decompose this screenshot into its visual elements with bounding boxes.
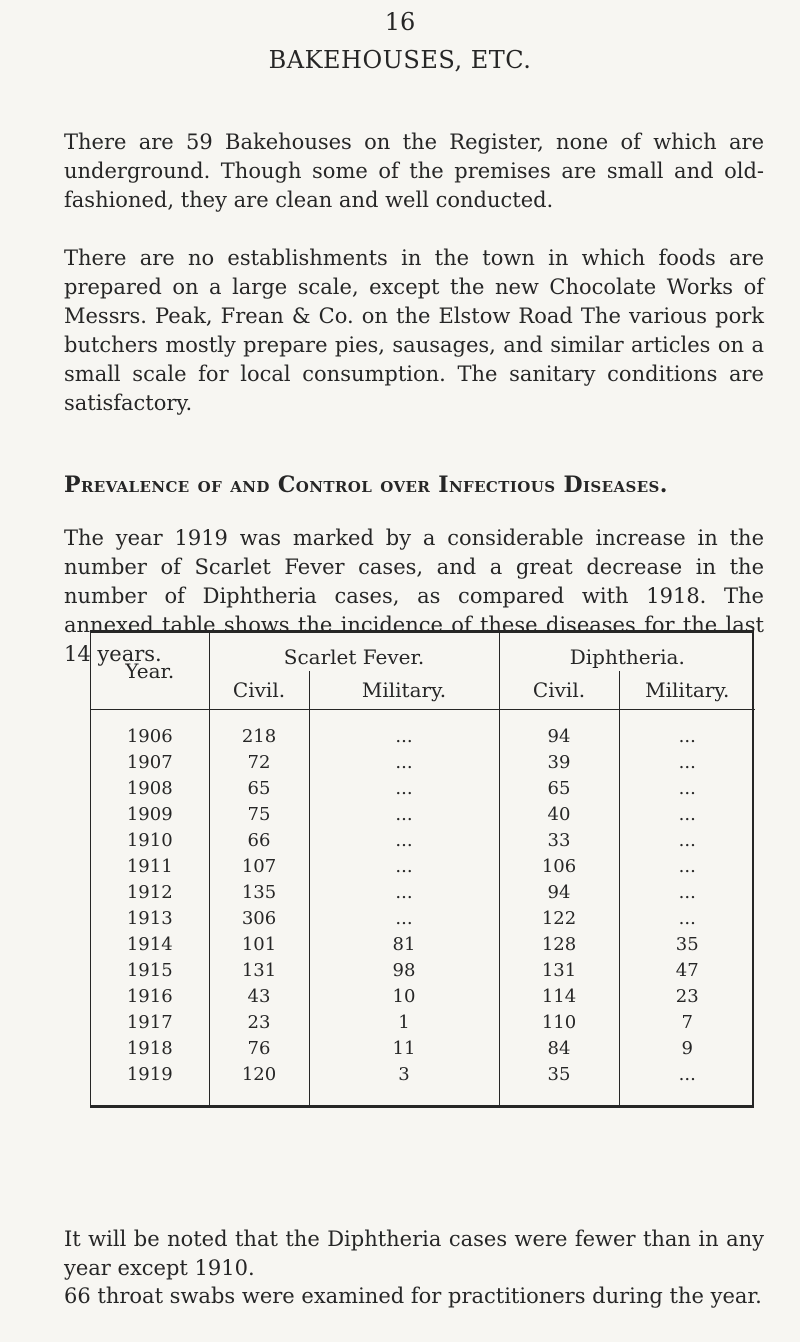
diphtheria-civil-cell: 39 bbox=[499, 750, 619, 776]
diphtheria-civil-cell: 33 bbox=[499, 828, 619, 854]
table-row bbox=[91, 776, 755, 802]
scarlet-military-cell: 1 bbox=[309, 1010, 499, 1036]
diphtheria-civil-cell: 84 bbox=[499, 1036, 619, 1062]
scarlet-civil-cell: 135 bbox=[241, 882, 277, 903]
page-number: 16 bbox=[384, 8, 416, 36]
year-header: Year. bbox=[91, 633, 209, 709]
scarlet-military-header: Military. bbox=[309, 671, 499, 709]
diphtheria-header: Diphtheria. bbox=[569, 645, 685, 669]
year-cell: 1911 bbox=[91, 854, 209, 880]
scarlet-military-cell: ... bbox=[309, 906, 499, 932]
scarlet-military-cell: ... bbox=[309, 802, 499, 828]
table-row bbox=[91, 1010, 755, 1036]
scarlet-military-cell: 3 bbox=[309, 1062, 499, 1088]
filler-cell bbox=[499, 1088, 619, 1106]
year-cell: 1917 bbox=[91, 1010, 209, 1036]
diphtheria-military-header: Military. bbox=[619, 671, 755, 709]
year-cell: 1908 bbox=[91, 776, 209, 802]
filler-cell bbox=[619, 1088, 755, 1106]
year-cell: 1906 bbox=[91, 709, 209, 750]
diphtheria-military-cell: 23 bbox=[675, 986, 699, 1007]
disease-incidence-table bbox=[90, 630, 754, 1108]
diphtheria-military-cell: ... bbox=[678, 726, 696, 747]
section-title: Prevalence of and Control over Infectious Diseases. bbox=[64, 472, 668, 498]
table-filler-row bbox=[91, 1088, 755, 1106]
diphtheria-civil-cell: 122 bbox=[499, 906, 619, 932]
filler-cell bbox=[91, 1088, 209, 1106]
year-cell: 1912 bbox=[91, 880, 209, 906]
table-row bbox=[91, 932, 755, 958]
table-row bbox=[91, 750, 755, 776]
diphtheria-military-cell: 47 bbox=[675, 960, 699, 981]
scarlet-military-cell: 10 bbox=[309, 984, 499, 1010]
scarlet-civil-cell: 218 bbox=[241, 726, 277, 747]
diphtheria-military-cell: ... bbox=[678, 1064, 696, 1085]
diphtheria-civil-cell: 65 bbox=[499, 776, 619, 802]
scarlet-military-cell: 98 bbox=[309, 958, 499, 984]
year-cell: 1914 bbox=[91, 932, 209, 958]
diphtheria-civil-cell: 94 bbox=[499, 880, 619, 906]
table-row bbox=[91, 802, 755, 828]
disease-table bbox=[91, 633, 755, 1105]
table-row bbox=[91, 958, 755, 984]
paragraph-swabs: 66 throat swabs were examined for practitioners during the year. bbox=[64, 1284, 762, 1308]
scarlet-civil-cell: 306 bbox=[241, 908, 277, 929]
table-row bbox=[91, 828, 755, 854]
scarlet-fever-header: Scarlet Fever. bbox=[209, 633, 499, 671]
table-row bbox=[91, 854, 755, 880]
diphtheria-military-cell: ... bbox=[678, 882, 696, 903]
table-row bbox=[91, 1062, 755, 1088]
scarlet-military-cell: ... bbox=[309, 750, 499, 776]
diphtheria-civil-cell: 40 bbox=[499, 802, 619, 828]
year-cell: 1919 bbox=[91, 1062, 209, 1088]
filler-cell bbox=[309, 1088, 499, 1106]
diphtheria-civil-cell: 106 bbox=[499, 854, 619, 880]
year-cell: 1907 bbox=[91, 750, 209, 776]
diphtheria-civil-cell: 35 bbox=[499, 1062, 619, 1088]
year-cell: 1915 bbox=[91, 958, 209, 984]
diphtheria-military-cell: ... bbox=[678, 830, 696, 851]
scarlet-civil-cell: 120 bbox=[241, 1064, 277, 1085]
scarlet-civil-header: Civil. bbox=[209, 671, 309, 709]
table-row bbox=[91, 880, 755, 906]
paragraph-year-1919: The year 1919 was marked by a considerable increase in the number of Scarlet Fever cases, and a great decrease in the number of Diphtheria cases, as compared with 1918. The annexed table shows the incidence of these diseases for the last 14 years. bbox=[64, 526, 764, 666]
table-row bbox=[91, 984, 755, 1010]
diphtheria-military-cell: ... bbox=[678, 778, 696, 799]
diphtheria-civil-cell: 131 bbox=[499, 958, 619, 984]
diphtheria-military-cell: ... bbox=[678, 752, 696, 773]
diphtheria-military-cell: ... bbox=[678, 804, 696, 825]
page-heading: BAKEHOUSES, ETC. bbox=[268, 46, 532, 74]
table-row bbox=[91, 906, 755, 932]
scarlet-civil-cell: 107 bbox=[241, 856, 277, 877]
year-cell: 1918 bbox=[91, 1036, 209, 1062]
scarlet-military-cell: ... bbox=[309, 880, 499, 906]
year-cell: 1909 bbox=[91, 802, 209, 828]
table-body bbox=[91, 709, 755, 1105]
paragraph-noted: It will be noted that the Diphtheria cases were fewer than in any year except 1910. bbox=[64, 1227, 764, 1280]
scarlet-civil-cell: 75 bbox=[247, 804, 271, 825]
scarlet-military-cell: ... bbox=[309, 776, 499, 802]
scarlet-civil-cell: 65 bbox=[247, 778, 271, 799]
scarlet-military-cell: ... bbox=[309, 709, 499, 750]
year-cell: 1913 bbox=[91, 906, 209, 932]
scarlet-civil-cell: 131 bbox=[241, 960, 277, 981]
diphtheria-military-cell: 7 bbox=[681, 1012, 693, 1033]
diphtheria-military-cell: ... bbox=[678, 856, 696, 877]
diphtheria-civil-cell: 94 bbox=[499, 709, 619, 750]
diphtheria-civil-header: Civil. bbox=[499, 671, 619, 709]
scarlet-civil-cell: 72 bbox=[247, 752, 271, 773]
diphtheria-civil-cell: 110 bbox=[499, 1010, 619, 1036]
paragraph-establishments: There are no establishments in the town in which foods are prepared on a large scale, except the new Chocolate Works of Messrs. Peak, Frean & Co. on the Elstow Road The various pork butchers mostly prepare pies, sausages, and similar articles on a small scale for local consumption. The sanitary conditions are satisfactory. bbox=[64, 246, 764, 415]
table-row bbox=[91, 709, 755, 750]
scarlet-civil-cell: 43 bbox=[247, 986, 271, 1007]
year-cell: 1910 bbox=[91, 828, 209, 854]
diphtheria-military-cell: 35 bbox=[675, 934, 699, 955]
filler-cell bbox=[209, 1088, 309, 1106]
scarlet-military-cell: ... bbox=[309, 828, 499, 854]
table-row bbox=[91, 1036, 755, 1062]
scarlet-civil-cell: 76 bbox=[247, 1038, 271, 1059]
paragraph-bakehouses: There are 59 Bakehouses on the Register, none of which are underground. Though some of the premises are small and old-fashioned, they are clean and well conducted. bbox=[64, 130, 764, 212]
scarlet-civil-cell: 101 bbox=[241, 934, 277, 955]
diphtheria-civil-cell: 114 bbox=[499, 984, 619, 1010]
scarlet-military-cell: 81 bbox=[309, 932, 499, 958]
scarlet-civil-cell: 23 bbox=[247, 1012, 271, 1033]
scarlet-civil-cell: 66 bbox=[247, 830, 271, 851]
scarlet-military-cell: ... bbox=[309, 854, 499, 880]
diphtheria-military-cell: 9 bbox=[681, 1038, 693, 1059]
diphtheria-civil-cell: 128 bbox=[499, 932, 619, 958]
scarlet-military-cell: 11 bbox=[309, 1036, 499, 1062]
diphtheria-military-cell: ... bbox=[678, 908, 696, 929]
year-cell: 1916 bbox=[91, 984, 209, 1010]
